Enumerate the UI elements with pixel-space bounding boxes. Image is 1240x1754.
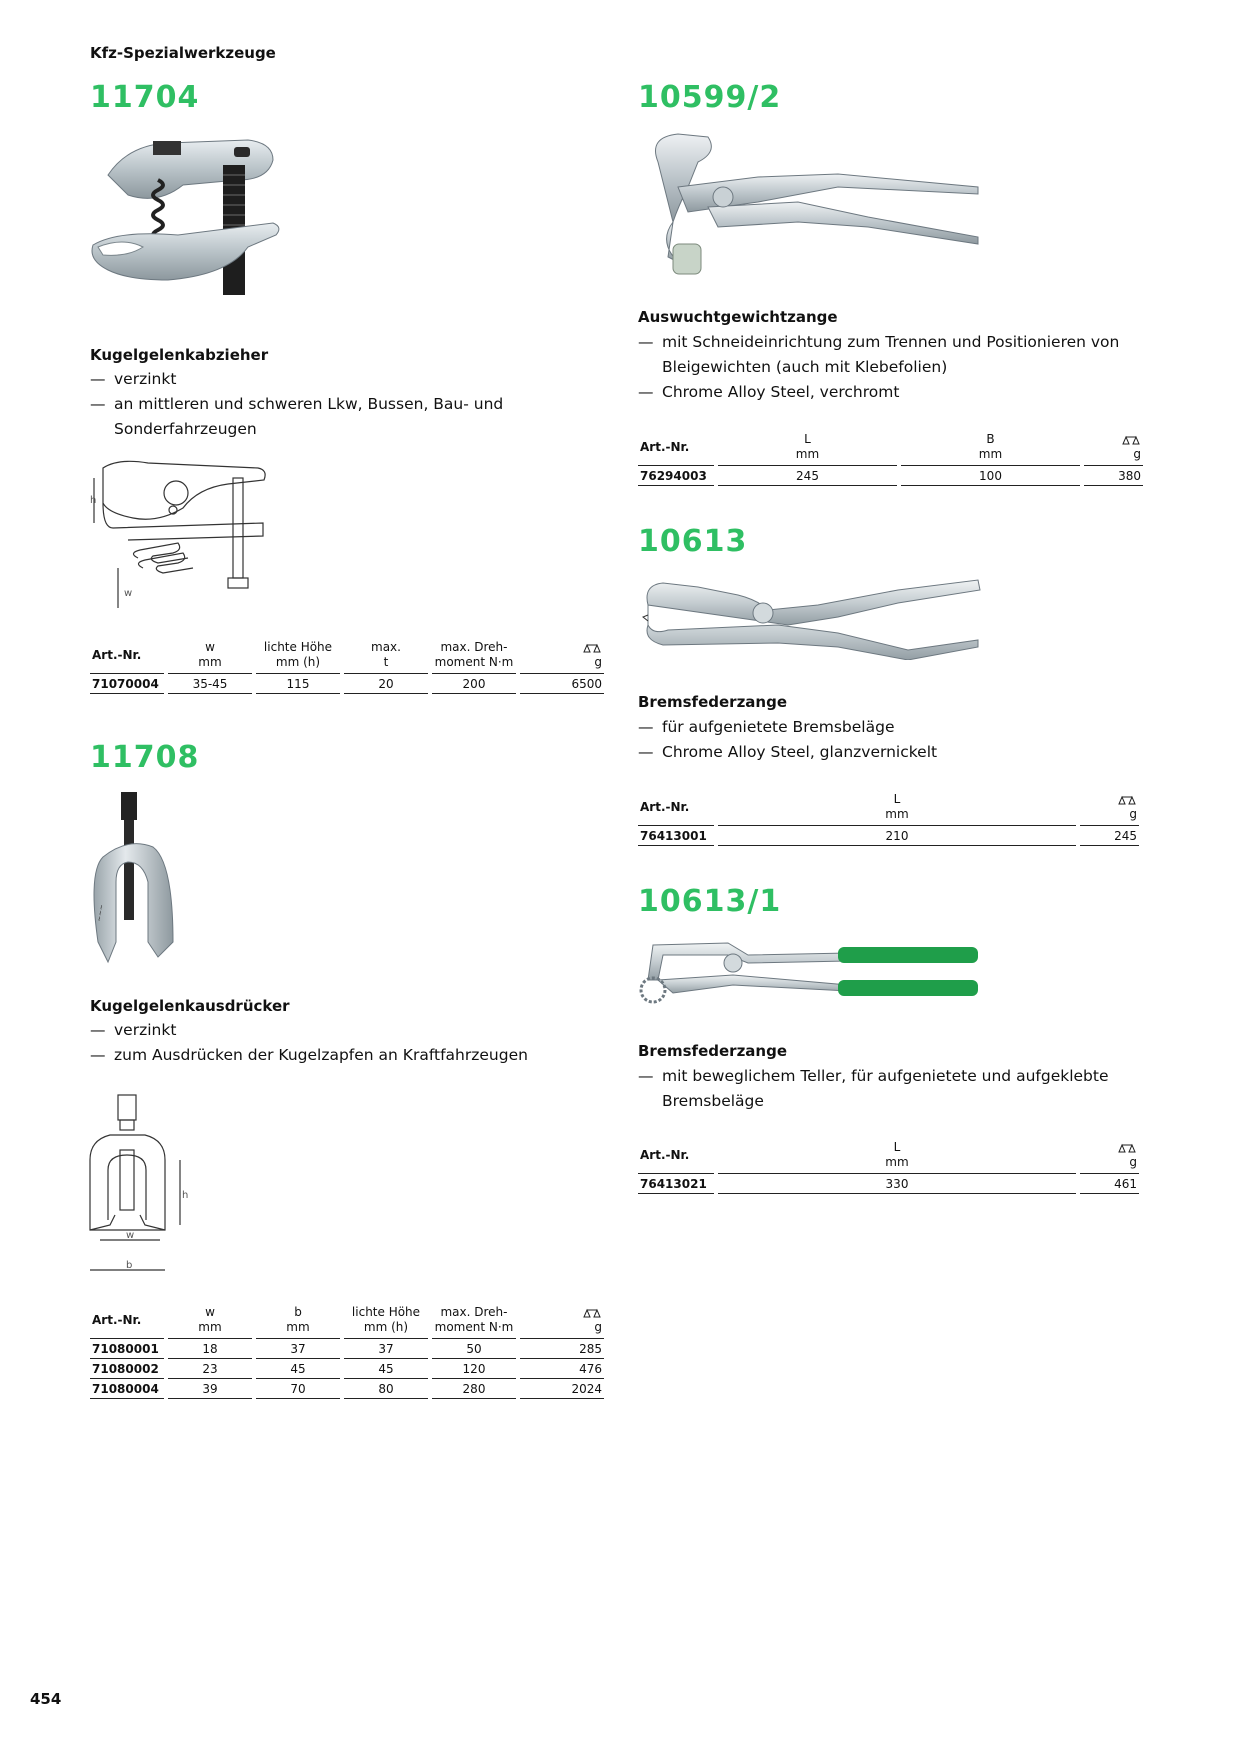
spec-table-10613-1 [634, 1138, 1143, 1194]
feature-item: — mit Schneideinrichtung zum Trennen und Positionieren von Bleigewichten (auch mit Klebefolien) [638, 330, 1158, 380]
diagram-label-w: w [126, 1230, 135, 1241]
table-row: 71080002 23 45 45 120 476 [90, 1359, 604, 1379]
column-header: g [1080, 1138, 1139, 1174]
table-row: 71080001 18 37 37 50 285 [90, 1339, 604, 1359]
feature-item: — für aufgenietete Bremsbeläge [638, 715, 1158, 740]
diagram-label-b: b [126, 1260, 133, 1271]
model-number-11704: 11704 [90, 80, 200, 115]
diagram-label-w: w [124, 588, 133, 599]
column-header: lichte Höhe mm (h) [344, 1303, 428, 1339]
page-number: 454 [30, 1690, 62, 1708]
feature-item: — an mittleren und schweren Lkw, Bussen, Bau- und Sonderfahrzeugen [90, 392, 610, 442]
column-header: Art.-Nr. [90, 638, 164, 674]
column-header: max. t [344, 638, 428, 674]
feature-list-11708 [90, 1018, 610, 1068]
product-photo-10599-2 [638, 132, 983, 281]
feature-item: — verzinkt [90, 367, 610, 392]
column-header: Art.-Nr. [638, 430, 714, 466]
feature-item: — zum Ausdrücken der Kugelzapfen an Kraftfahrzeugen [90, 1043, 610, 1068]
table-row: 76413001 210 245 [638, 826, 1139, 846]
model-number-10613-1: 10613/1 [638, 884, 782, 919]
green-handle [838, 947, 978, 963]
table-row: 71070004 35-45 115 20 200 6500 [90, 674, 604, 694]
weight-icon [582, 1307, 602, 1319]
green-handle [838, 980, 978, 996]
spec-table-10599-2 [634, 430, 1147, 486]
product-photo-10613-1 [638, 935, 983, 1014]
product-title-11704: Kugelgelenkabzieher [90, 346, 269, 364]
spec-table-10613 [634, 790, 1143, 846]
technical-drawing-11704 [88, 458, 278, 612]
weight-icon [582, 642, 602, 654]
svg-text:~~~: ~~~ [95, 903, 107, 923]
column-header: Art.-Nr. [90, 1303, 164, 1339]
table-row: 71080004 39 70 80 280 2024 [90, 1379, 604, 1399]
column-header: b mm [256, 1303, 340, 1339]
feature-list-10599-2 [638, 330, 1158, 405]
weight-icon [1117, 1142, 1137, 1154]
column-header: max. Dreh- moment N·m [432, 638, 516, 674]
column-header: w mm [168, 638, 252, 674]
model-number-10599-2: 10599/2 [638, 80, 782, 115]
product-title-10599-2: Auswuchtgewichtzange [638, 308, 838, 326]
column-header: Art.-Nr. [638, 790, 714, 826]
spec-table-11708 [86, 1303, 608, 1399]
product-title-10613-1: Bremsfederzange [638, 1042, 788, 1060]
column-header: g [520, 1303, 604, 1339]
diagram-label-h: h [90, 495, 97, 506]
feature-item: — verzinkt [90, 1018, 610, 1043]
model-number-10613: 10613 [638, 524, 748, 559]
diagram-label-h: h [182, 1190, 189, 1201]
table-row: 76294003 245 100 380 [638, 466, 1143, 486]
column-header: g [1084, 430, 1143, 466]
column-header: L mm [718, 430, 897, 466]
product-title-11708: Kugelgelenkausdrücker [90, 997, 290, 1015]
product-photo-11704 [88, 135, 298, 319]
product-photo-10613 [638, 575, 983, 664]
product-photo-11708 [88, 792, 188, 976]
feature-item: — Chrome Alloy Steel, verchromt [638, 380, 1158, 405]
feature-list-11704 [90, 367, 610, 442]
feature-list-10613-1 [638, 1064, 1158, 1114]
product-title-10613: Bremsfederzange [638, 693, 788, 711]
feature-item: — mit beweglichem Teller, für aufgenietete und aufgeklebte Bremsbeläge [638, 1064, 1158, 1114]
column-header: g [520, 638, 604, 674]
column-header: g [1080, 790, 1139, 826]
spec-table-11704 [86, 638, 608, 694]
column-header: w mm [168, 1303, 252, 1339]
weight-icon [1121, 434, 1141, 446]
feature-item: — Chrome Alloy Steel, glanzvernickelt [638, 740, 1158, 765]
column-header: B mm [901, 430, 1080, 466]
feature-list-10613 [638, 715, 1158, 765]
technical-drawing-11708 [80, 1090, 200, 1284]
column-header: max. Dreh- moment N·m [432, 1303, 516, 1339]
model-number-11708: 11708 [90, 740, 200, 775]
column-header: L mm [718, 790, 1076, 826]
table-row: 76413021 330 461 [638, 1174, 1139, 1194]
column-header: lichte Höhe mm (h) [256, 638, 340, 674]
column-header: Art.-Nr. [638, 1138, 714, 1174]
column-header: L mm [718, 1138, 1076, 1174]
section-header: Kfz-Spezialwerkzeuge [90, 44, 276, 62]
weight-icon [1117, 794, 1137, 806]
